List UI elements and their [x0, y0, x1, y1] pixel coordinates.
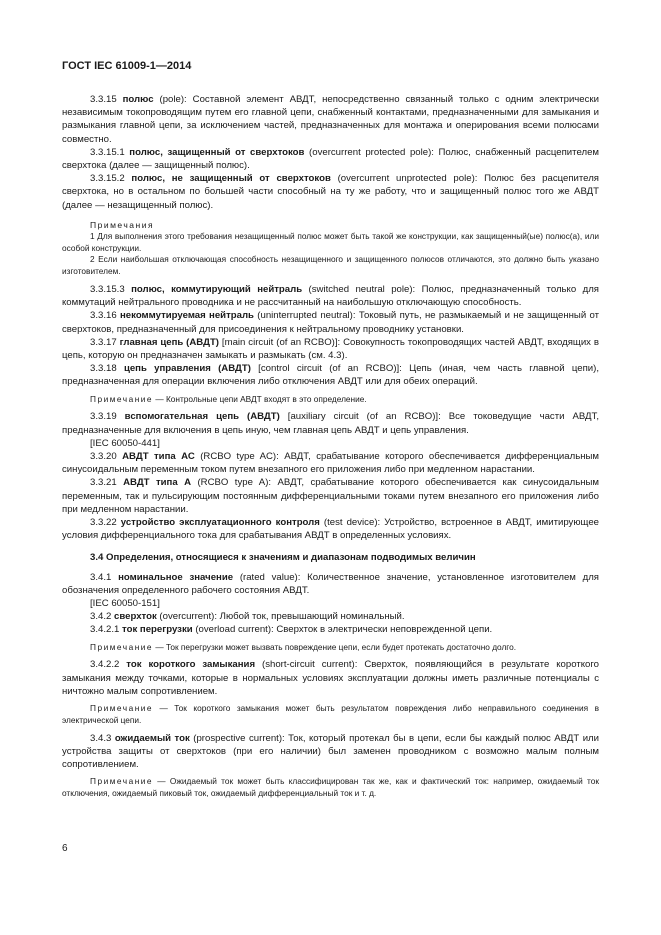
definition-3-3-15: 3.3.15 полюс (pole): Составной элемент АВДТ, непосредственно связанный только с одним электрически независимым токопроводящим путем его главной цепи, снабженный контактами, предназначенными для замыкания и размыкания главной цепи, за исключением частей, предназначенных для монтажа и оперирования всеми полюсами совместно.: [62, 94, 599, 145]
note: Примечание — Ток перегрузки может вызвать повреждение цепи, если будет протекать достаточно долго.: [90, 641, 517, 652]
note-item: 2 Если наибольшая отключающая способность незащищенного и защищенного полюсов отличаются, это должно быть указано изготовителем.: [62, 254, 599, 277]
definition-3-4-2-1: 3.4.2.1 ток перегрузки (overload current): Сверхток в электрически неповрежденной цепи.: [90, 624, 493, 636]
definition-3-3-15-1: 3.3.15.1 полюс, защищенный от сверхтоков (overcurrent protected pole): Полюс, снабженный расцепителем сверхтока (далее — защищенный полюс).: [62, 146, 599, 172]
note-item: 1 Для выполнения этого требования незащищенный полюс может быть такой же конструкции, как защищенный(ые) полюс(а), или особой конструкции.: [62, 230, 599, 253]
definition-3-4-2-2: 3.4.2.2 ток короткого замыкания (short-circuit current): Сверхток, появляющийся в результате короткого замыкания между точками, которые в нормальных условиях эксплуатации должны иметь различные потенциалы с ничтожно малым сопротивлением.: [62, 659, 599, 697]
note: Примечание — Контрольные цепи АВДТ входят в это определение.: [90, 393, 367, 404]
definition-3-3-22: 3.3.22 устройство эксплуатационного контроля (test device): Устройство, встроенное в АВДТ, имитирующее условия дифференциального тока для срабатывания АВДТ в определенных условиях.: [62, 517, 599, 542]
document-body: [62, 93, 599, 805]
section-heading: 3.4 Определения, относящиеся к значениям и диапазонам подводимых величин: [90, 552, 476, 564]
definition-3-3-15-2: 3.3.15.2 полюс, не защищенный от сверхтоков (overcurrent unprotected pole): Полюс без расцепителя сверхтока, но в остальном по большей части способный на ту же работу, что и защищенный полюс того же АВДТ (далее — незащищенный полюс).: [62, 173, 599, 211]
page-header: ГОСТ IEC 61009-1—2014: [62, 60, 192, 72]
notes-heading: Примечания: [90, 219, 155, 230]
definition-3-4-3: 3.4.3 ожидаемый ток (prospective current): Ток, который протекал бы в цепи, если бы каждый полюс АВДТ или устройства защиты от сверхтоков (при его наличии) был заменен проводником с возможно малым полным сопротивлением.: [62, 732, 600, 771]
page-number: 6: [62, 843, 68, 854]
definition-3-3-21: 3.3.21 АВДТ типа А (RCBO type A): АВДТ, срабатывание которого обеспечивается как синусоидальным переменным, так и пульсирующим постоянным дифференциальными токами путем внезапного его приложения либо при медленном нарастании.: [62, 477, 599, 515]
note: Примечание — Ток короткого замыкания может быть результатом повреждения либо неправильного соединения в электрической цепи.: [62, 703, 599, 725]
definition-3-3-16: 3.3.16 некоммутируемая нейтраль (uninterrupted neutral): Токовый путь, не размыкаемый и не защищенный от сверхтоков, предназначенный для присоединения к нейтральному проводнику установки.: [62, 310, 600, 335]
source-reference: [IEC 60050-441]: [90, 437, 160, 449]
definition-3-3-15-3: 3.3.15.3 полюс, коммутирующий нейтраль (switched neutral pole): Полюс, предназначенный только для коммутаций нейтрального проводника и не рассчитанный на наибольшую отключающую способность.: [62, 284, 599, 309]
definition-3-4-1: 3.4.1 номинальное значение (rated value): Количественное значение, установленное изготовителем для обозначения определенного рабочего состояния АВДТ.: [62, 571, 600, 596]
definition-3-3-18: 3.3.18 цепь управления (АВДТ) [control circuit (of an RCBO)]: Цепь (иная, чем часть главной цепи), предназначенная для операции включения либо отключения АВДТ или для обеих операций.: [62, 363, 599, 388]
definition-3-3-20: 3.3.20 АВДТ типа АС (RCBO type AC): АВДТ, срабатывание которого обеспечивается дифференциальным синусоидальным переменным током путем внезапного его приложения либо при медленном нарастании.: [62, 451, 599, 476]
definition-3-3-17: 3.3.17 главная цепь (АВДТ) [main circuit (of an RCBO)]: Совокупность токопроводящих частей АВДТ, входящих в цепь, которую он предназначен замыкать и размыкать (см. 4.3).: [62, 336, 599, 362]
definition-3-4-2: 3.4.2 сверхток (overcurrent): Любой ток, превышающий номинальный.: [90, 611, 405, 623]
source-reference: [IEC 60050-151]: [90, 598, 160, 610]
note: Примечание — Ожидаемый ток может быть классифицирован так же, как и фактический ток: например, ожидаемый ток отключения, ожидаемый пиковый ток, ожидаемый дифференциальный ток и т. д.: [62, 776, 599, 799]
definition-3-3-19: 3.3.19 вспомогательная цепь (АВДТ) [auxiliary circuit (of an RCBO)]: Все токоведущие части АВДТ, предназначенные для включения в цепь иную, чем главная цепь АВДТ и цепь управления.: [62, 411, 600, 436]
